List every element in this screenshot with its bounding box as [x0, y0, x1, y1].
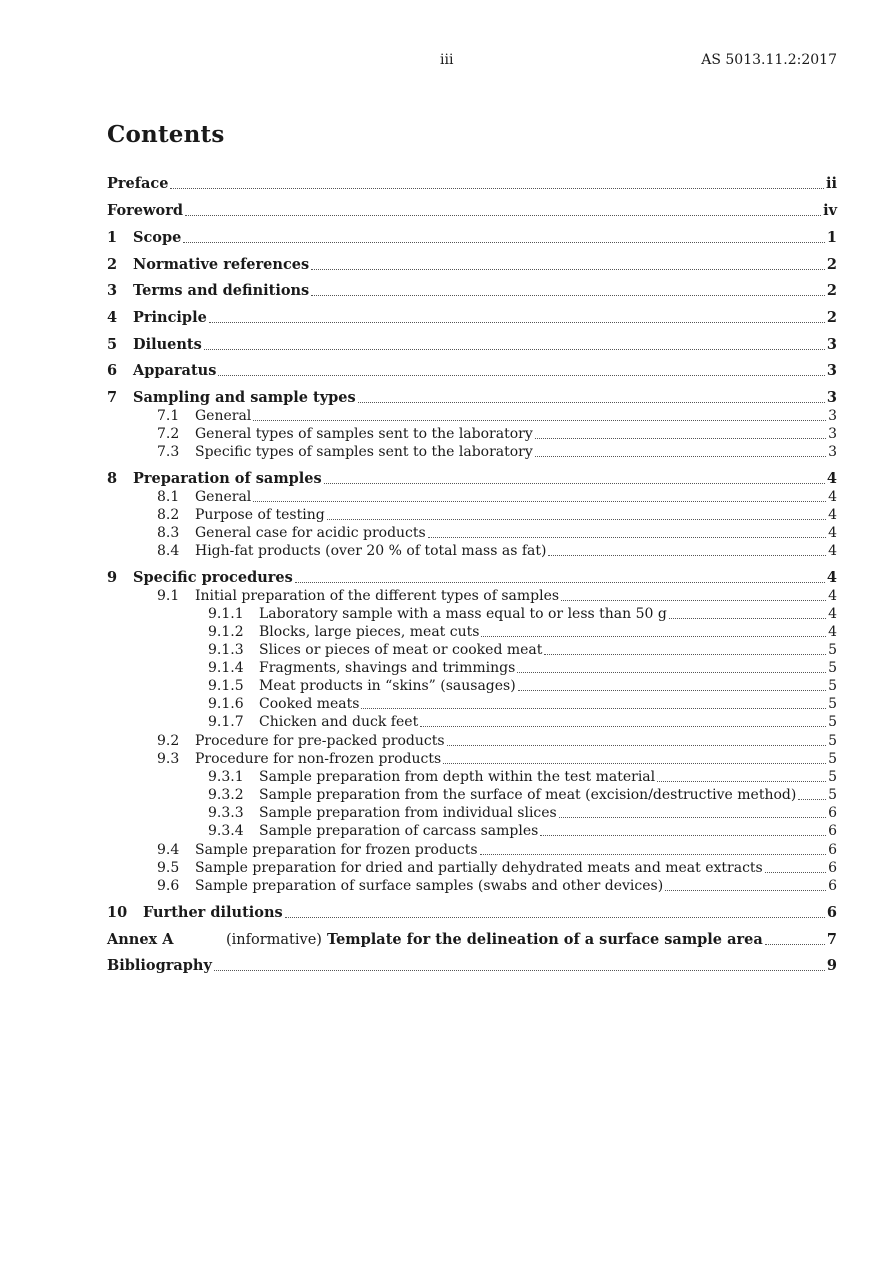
toc-entry-title: Procedure for non-frozen products: [195, 751, 442, 767]
toc-entry-page: 5: [828, 642, 837, 658]
toc-entry[interactable]: [107, 542, 837, 560]
toc-entry-page: 9: [826, 957, 837, 974]
toc-entry-title: Blocks, large pieces, meat cuts: [259, 624, 480, 640]
toc-entry-title: Normative references: [133, 256, 310, 273]
toc-entry-page: 4: [828, 543, 837, 559]
toc-entry-title: Preparation of samples: [133, 470, 322, 487]
standard-code: AS 5013.11.2:2017: [701, 52, 837, 68]
dot-leader: [170, 187, 824, 189]
dot-leader: [183, 241, 825, 243]
toc-entry-title: General: [195, 489, 252, 505]
toc-entry[interactable]: [107, 877, 837, 895]
toc-entry-page: 3: [828, 444, 837, 460]
toc-entry-number: 6: [107, 362, 118, 379]
toc-entry-number: 9.6: [157, 878, 180, 894]
toc-entry[interactable]: [107, 768, 837, 786]
toc-entry-number: 9.3.3: [208, 805, 244, 821]
toc-entry-page: iv: [823, 202, 837, 219]
dot-leader: [420, 725, 826, 727]
toc-entry-page: 5: [828, 696, 837, 712]
toc-entry[interactable]: [107, 659, 837, 677]
toc-entry-number: 7: [107, 389, 118, 406]
toc-entry[interactable]: [107, 229, 837, 247]
toc-entry-title: Slices or pieces of meat or cooked meat: [259, 642, 543, 658]
toc-entry-title: Preface: [107, 175, 169, 192]
dot-leader: [480, 853, 827, 855]
toc-entry-number: 9.1.6: [208, 696, 244, 712]
dot-leader: [253, 419, 826, 421]
dot-leader: [518, 689, 826, 691]
toc-entry-title: Cooked meats: [259, 696, 360, 712]
toc-entry-number: 9.1.3: [208, 642, 244, 658]
toc-entry-page: 5: [828, 714, 837, 730]
toc-entry-number: 8.3: [157, 525, 180, 541]
dot-leader: [765, 871, 826, 873]
toc-entry-page: 4: [828, 606, 837, 622]
toc-entry[interactable]: [107, 822, 837, 840]
toc-entry-page: 4: [826, 569, 837, 586]
toc-entry-title: Initial preparation of the different types of samples: [195, 588, 560, 604]
toc-entry[interactable]: [107, 524, 837, 542]
toc-entry-number: 10: [107, 904, 128, 921]
toc-entry-number: 7.1: [157, 408, 180, 424]
toc-entry[interactable]: [107, 713, 837, 731]
dot-leader: [517, 671, 826, 673]
toc-entry-number: 9.2: [157, 733, 180, 749]
dot-leader: [185, 214, 821, 216]
dot-leader: [559, 816, 826, 818]
toc-entry[interactable]: [107, 362, 837, 380]
toc-entry[interactable]: [107, 470, 837, 488]
toc-entry-page: 1: [826, 229, 837, 246]
toc-entry-page: 6: [828, 878, 837, 894]
toc-entry[interactable]: [107, 443, 837, 461]
toc-entry-number: 8: [107, 470, 118, 487]
toc-entry-title: Sampling and sample types: [133, 389, 356, 406]
toc-entry-title: Sample preparation of carcass samples: [259, 823, 539, 839]
toc-entry-number: Annex A: [107, 931, 174, 948]
toc-entry-page: 5: [828, 678, 837, 694]
toc-entry-page: 4: [828, 588, 837, 604]
toc-entry[interactable]: [107, 425, 837, 443]
toc-entry-title: General types of samples sent to the laboratory: [195, 426, 533, 442]
toc-entry-page: 5: [828, 660, 837, 676]
dot-leader: [285, 916, 825, 918]
toc-entry-page: 6: [828, 842, 837, 858]
toc-entry-number: 9.1.4: [208, 660, 244, 676]
dot-leader: [535, 437, 826, 439]
toc-entry-prefix: (informative): [226, 932, 322, 948]
toc-entry[interactable]: [107, 175, 837, 193]
dot-leader: [548, 554, 826, 556]
toc-entry-title: Fragments, shavings and trimmings: [259, 660, 516, 676]
toc-entry-number: 4: [107, 309, 118, 326]
dot-leader: [798, 798, 826, 800]
toc-entry-page: ii: [825, 175, 837, 192]
toc-entry-title: Sample preparation from individual slices: [259, 805, 557, 821]
toc-entry[interactable]: [107, 506, 837, 524]
toc-entry[interactable]: [107, 256, 837, 274]
toc-entry-page: 2: [826, 282, 837, 299]
toc-entry-page: 2: [826, 309, 837, 326]
toc-entry-title: Terms and definitions: [133, 282, 310, 299]
dot-leader: [214, 969, 825, 971]
dot-leader: [428, 536, 826, 538]
toc-entry-page: 6: [828, 805, 837, 821]
dot-leader: [311, 268, 825, 270]
dot-leader: [665, 889, 826, 891]
toc-entry-number: 8.4: [157, 543, 180, 559]
toc-entry-number: 2: [107, 256, 118, 273]
toc-entry-page: 3: [828, 426, 837, 442]
dot-leader: [327, 518, 826, 520]
toc-entry-title: Specific procedures: [133, 569, 293, 586]
dot-leader: [481, 635, 826, 637]
toc-entry-page: 4: [828, 525, 837, 541]
toc-entry-page: 6: [828, 823, 837, 839]
toc-entry-number: 9.1: [157, 588, 180, 604]
toc-entry[interactable]: [107, 957, 837, 975]
toc-entry[interactable]: [107, 488, 837, 506]
toc-entry-page: 5: [828, 751, 837, 767]
toc-entry-number: 9.3.1: [208, 769, 244, 785]
toc-entry-page: 3: [828, 408, 837, 424]
toc-entry-title: Meat products in “skins” (sausages): [259, 678, 516, 694]
dot-leader: [447, 744, 827, 746]
dot-leader: [204, 348, 825, 350]
dot-leader: [657, 780, 826, 782]
dot-leader: [540, 834, 826, 836]
toc-entry-number: 9.1.7: [208, 714, 244, 730]
toc-entry[interactable]: [107, 389, 837, 407]
toc-entry[interactable]: [107, 605, 837, 623]
toc-entry-number: 3: [107, 282, 118, 299]
contents-heading: Contents: [107, 121, 225, 148]
toc-entry-number: 9.1.5: [208, 678, 244, 694]
dot-leader: [765, 943, 825, 945]
toc-entry-title: Sample preparation for frozen products: [195, 842, 478, 858]
toc-entry-title: Specific types of samples sent to the laboratory: [195, 444, 533, 460]
toc-entry-title: Principle: [133, 309, 207, 326]
toc-entry-title: Bibliography: [107, 957, 212, 974]
toc-entry-number: 9.1.1: [208, 606, 244, 622]
toc-entry[interactable]: [107, 641, 837, 659]
toc-entry-page: 7: [826, 931, 837, 948]
toc-entry-title: Sample preparation from depth within the test material: [259, 769, 656, 785]
toc-entry-number: 9.4: [157, 842, 180, 858]
toc-entry-title: Sample preparation for dried and partially dehydrated meats and meat extracts: [195, 860, 763, 876]
toc-entry-page: 4: [828, 507, 837, 523]
toc-entry-title: Diluents: [133, 336, 202, 353]
page-number: iii: [440, 52, 454, 68]
toc-entry[interactable]: [107, 569, 837, 587]
toc-entry[interactable]: [107, 336, 837, 354]
toc-entry-number: 5: [107, 336, 118, 353]
toc-entry-title: Chicken and duck feet: [259, 714, 419, 730]
dot-leader: [209, 321, 825, 323]
toc-entry-title: Further dilutions: [143, 904, 283, 921]
dot-leader: [561, 599, 826, 601]
toc-entry-title: General case for acidic products: [195, 525, 426, 541]
toc-entry-title: High-fat products (over 20 % of total mass as fat): [195, 543, 547, 559]
toc-entry[interactable]: [107, 841, 837, 859]
toc-entry[interactable]: [107, 804, 837, 822]
toc-entry[interactable]: [107, 309, 837, 327]
dot-leader: [324, 482, 825, 484]
toc-entry-page: 3: [826, 389, 837, 406]
toc-entry-page: 6: [826, 904, 837, 921]
toc-entry-number: 8.1: [157, 489, 180, 505]
toc-entry-page: 3: [826, 362, 837, 379]
toc-entry-page: 5: [828, 787, 837, 803]
toc-entry[interactable]: [107, 587, 837, 605]
toc-entry-number: 9.3.4: [208, 823, 244, 839]
toc-entry-number: 9.5: [157, 860, 180, 876]
toc-entry-title: Foreword: [107, 202, 183, 219]
toc-entry-title: Procedure for pre-packed products: [195, 733, 445, 749]
toc-entry-page: 6: [828, 860, 837, 876]
toc-entry-page: 4: [826, 470, 837, 487]
toc-entry[interactable]: [107, 859, 837, 877]
toc-entry[interactable]: [107, 904, 837, 922]
dot-leader: [311, 294, 825, 296]
toc-entry-page: 4: [828, 624, 837, 640]
toc-entry-page: 5: [828, 733, 837, 749]
toc-entry[interactable]: [107, 407, 837, 425]
toc-entry[interactable]: [107, 931, 837, 949]
toc-entry-number: 7.2: [157, 426, 180, 442]
toc-entry[interactable]: [107, 282, 837, 300]
dot-leader: [295, 581, 825, 583]
toc-entry-number: 1: [107, 229, 118, 246]
toc-entry-title: Sample preparation from the surface of meat (excision/destructive method): [259, 787, 797, 803]
toc-entry-title: Laboratory sample with a mass equal to or less than 50 g: [259, 606, 667, 622]
toc-entry-number: 7.3: [157, 444, 180, 460]
dot-leader: [361, 707, 826, 709]
toc-entry[interactable]: [107, 732, 837, 750]
toc-entry-page: 3: [826, 336, 837, 353]
toc-entry-number: 9: [107, 569, 118, 586]
dot-leader: [253, 500, 826, 502]
dot-leader: [544, 653, 826, 655]
toc-entry-title: Template for the delineation of a surface sample area: [326, 931, 763, 948]
toc-entry-number: 9.3: [157, 751, 180, 767]
toc-entry-title: Sample preparation of surface samples (swabs and other devices): [195, 878, 664, 894]
toc-entry-title: Scope: [133, 229, 182, 246]
toc-entry[interactable]: [107, 786, 837, 804]
toc-entry[interactable]: [107, 202, 837, 220]
toc-entry-title: Apparatus: [133, 362, 217, 379]
toc-entry-number: 8.2: [157, 507, 180, 523]
toc-entry-page: 4: [828, 489, 837, 505]
toc-entry-page: 2: [826, 256, 837, 273]
dot-leader: [535, 455, 826, 457]
dot-leader: [669, 617, 826, 619]
toc-entry[interactable]: [107, 750, 837, 768]
toc-entry-number: 9.3.2: [208, 787, 244, 803]
toc-entry-page: 5: [828, 769, 837, 785]
dot-leader: [358, 401, 825, 403]
toc-entry-number: 9.1.2: [208, 624, 244, 640]
dot-leader: [443, 762, 826, 764]
toc-entry[interactable]: [107, 677, 837, 695]
toc-entry[interactable]: [107, 695, 837, 713]
dot-leader: [218, 374, 825, 376]
toc-entry-title: Purpose of testing: [195, 507, 325, 523]
toc-entry[interactable]: [107, 623, 837, 641]
toc-entry-title: General: [195, 408, 252, 424]
